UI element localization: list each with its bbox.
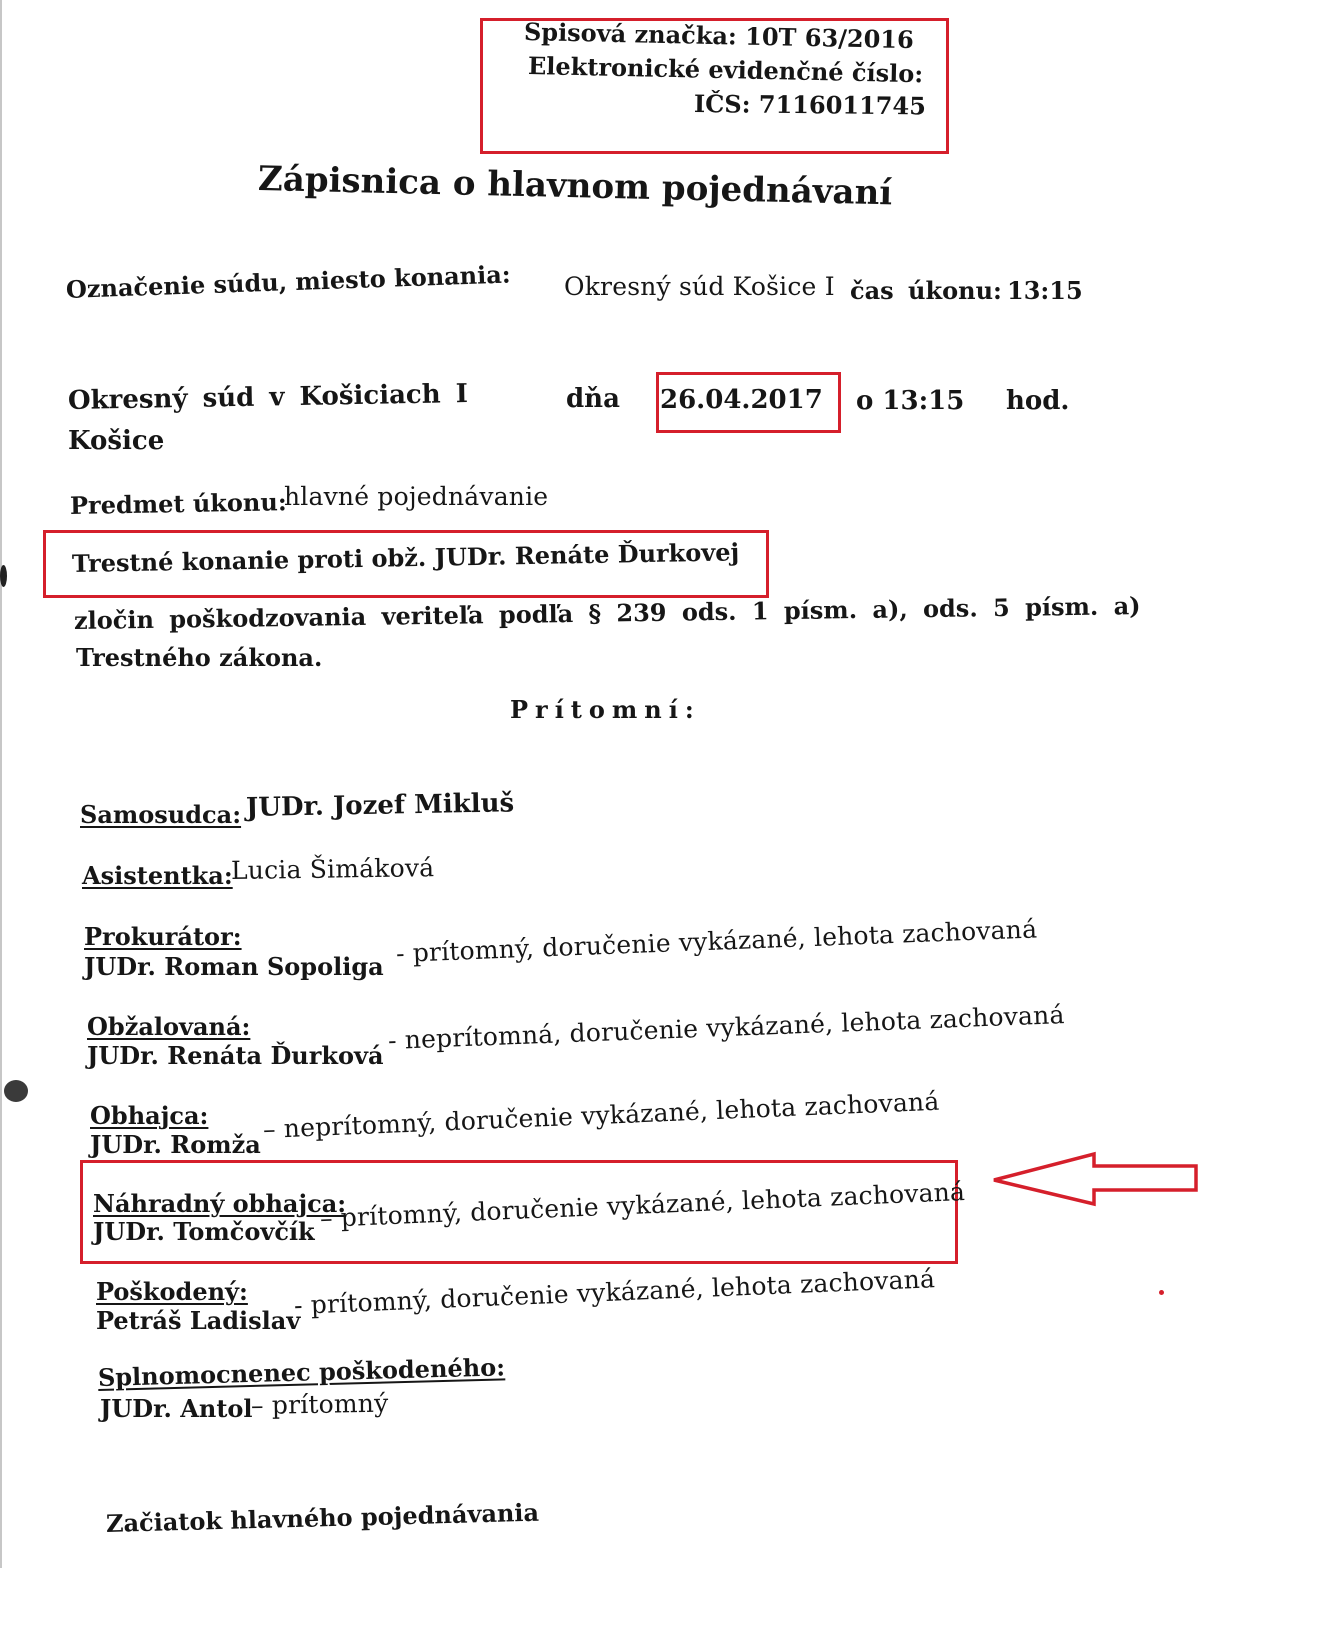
- defender-status: – neprítomný, doručenie vykázané, lehota zachovaná: [262, 1086, 940, 1144]
- subject-value: hlavné pojednávanie: [284, 482, 549, 511]
- proxy-name: JUDr. Antol: [100, 1394, 253, 1423]
- substitute-status: – prítomný, doručenie vykázané, lehota zachovaná: [319, 1176, 966, 1233]
- court-place: Okresný súd Košice I: [564, 272, 835, 301]
- court-name-line1: Okresný súd v Košiciach I: [67, 379, 469, 416]
- crime-description: zločin poškodzovania veriteľa podľa § 239 ods. 1 písm. a), ods. 5 písm. a): [73, 591, 1141, 635]
- crime-law: Trestného zákona.: [76, 643, 323, 672]
- judge-label: Samosudca:: [80, 800, 242, 829]
- substitute-name: JUDr. Tomčovčík: [93, 1217, 315, 1246]
- time-label: čas úkonu:: [850, 276, 1002, 305]
- prosecutor-status: - prítomný, doručenie vykázané, lehota zachovaná: [395, 914, 1038, 968]
- victim-status: - prítomný, doručenie vykázané, lehota zachovaná: [293, 1264, 936, 1320]
- scan-mark-top: [0, 565, 7, 587]
- session-hour: o 13:15: [856, 386, 965, 416]
- scan-mark-bottom: [4, 1080, 28, 1102]
- court-name-line2: Košice: [68, 426, 165, 456]
- electronic-record-label: Elektronické evidenčné číslo:: [527, 51, 924, 89]
- victim-label: Poškodený:: [96, 1277, 248, 1306]
- day-label: dňa: [566, 384, 620, 414]
- court-info-label: Označenie súdu, miesto konania:: [65, 259, 512, 304]
- hour-suffix: hod.: [1006, 386, 1070, 416]
- subject-label: Predmet úkonu:: [69, 487, 287, 520]
- accused-status: - neprítomná, doručenie vykázané, lehota zachovaná: [387, 1000, 1066, 1055]
- prosecutor-name: JUDr. Roman Sopoliga: [84, 952, 384, 981]
- accused-name: JUDr. Renáta Ďurková: [87, 1041, 384, 1070]
- arrow-left-icon: [990, 1150, 1202, 1208]
- scan-edge-line: [0, 0, 2, 1568]
- defender-name: JUDr. Romža: [90, 1130, 261, 1159]
- proxy-status: – prítomný: [250, 1388, 389, 1420]
- assistant-label: Asistentka:: [82, 861, 233, 890]
- start-heading: Začiatok hlavného pojednávania: [105, 1497, 540, 1538]
- proxy-label: Splnomocnenec poškodeného:: [97, 1352, 506, 1392]
- session-date: 26.04.2017: [660, 385, 823, 415]
- substitute-label: Náhradný obhajca:: [93, 1189, 347, 1218]
- assistant-name: Lucia Šimáková: [230, 853, 435, 885]
- proceedings-line: Trestné konanie proti obž. JUDr. Renáte Ďurkovej: [71, 537, 740, 578]
- page-title: Zápisnica o hlavnom pojednávaní: [257, 159, 893, 214]
- present-heading: Prítomní:: [510, 695, 701, 724]
- accused-label: Obžalovaná:: [87, 1012, 251, 1041]
- red-dot-mark: [1159, 1290, 1164, 1295]
- defender-label: Obhajca:: [90, 1101, 209, 1130]
- victim-name: Petráš Ladislav: [96, 1306, 301, 1335]
- prosecutor-label: Prokurátor:: [84, 922, 242, 951]
- ics-number: IČS: 7116011745: [693, 89, 927, 121]
- time-value: 13:15: [1007, 276, 1083, 305]
- judge-name: JUDr. Jozef Mikluš: [245, 788, 515, 823]
- case-number: Spisová značka: 10T 63/2016: [523, 17, 915, 55]
